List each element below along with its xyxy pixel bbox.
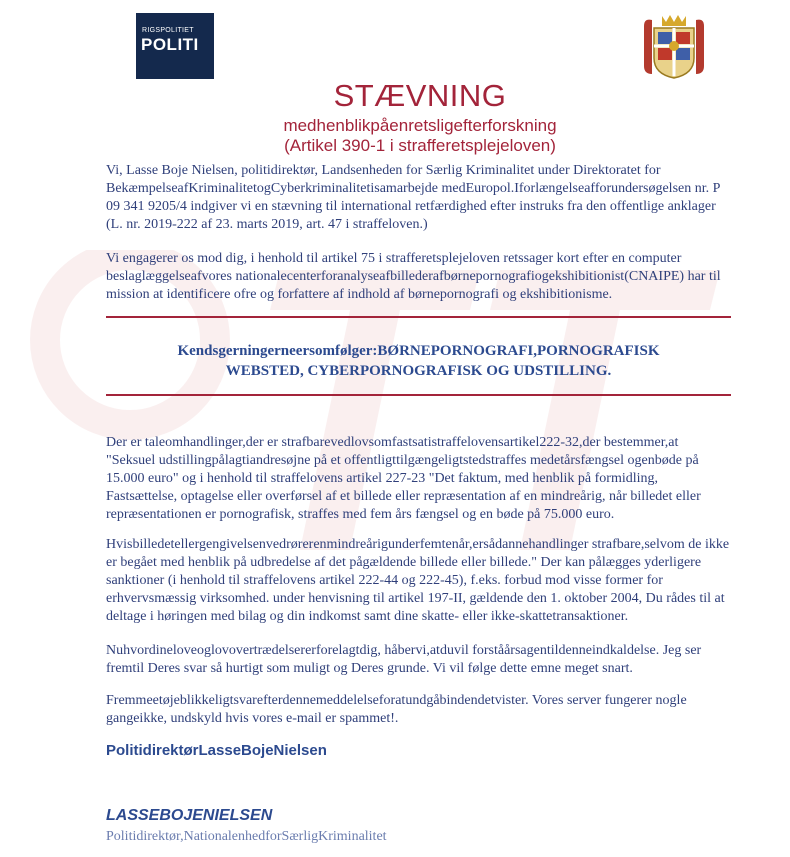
subtitle-line-2: (Artikel 390-1 i strafferetsplejeloven) [284,136,556,155]
document-subtitle [0,116,790,156]
offence-line-1: Kendsgerningerneersomfølger:BØRNEPORNOGRAFI,PORNOGRAFISK [177,343,660,359]
logo-small-text: RIGSPOLITIET [142,27,194,34]
paragraph-sanctions: Hvisbilledetellergengivelsenvedrørerenmindreårigunderfemtenår,ersådannehandlinger strafbare,selvom de ikke er begået med henblik på udbredelse af det pågældende billede eller billede." Der kan pålægges yderligere sanktioner (i henhold til straffelovens artikel 222-44 og 222-45), f.eks. forbud mod visse former for erhvervsmæssig virksomhed. under henvisning til artikel 197-II, gældende den 1. oktober 2004, Du rådes til at deltage i høringen med bilag og din indkomst samt dine skatte- eller ikke-skattetransaktioner. [106,537,730,624]
offence-heading [106,341,731,381]
coat-of-arms-icon [640,12,708,82]
paragraph-response: Nuhvordineloveoglovovertrædelsererforelagtdig, håbervi,atduvil forståårsagentildenneindkaldelse. Jeg ser fremtil Deres svar så hurtigt som muligt og Deres grunde. Vi vil følge dette emne meget snart. [106,643,702,676]
document-title: STÆVNING [333,78,507,113]
signature-role: Politidirektør,NationalenhedforSærligKriminalitet [106,829,387,844]
paragraph-urgent: Fremmeetøjeblikkeligtsvarefterdennemeddelelseforatundgåbindendetvister. Vores server fungerer nogle gangeikke, undskyld hvis vores e-mail er spammet!. [106,693,687,726]
signature-line: PolitidirektørLasseBojeNielsen [106,742,327,759]
paragraph-law: Der er taleomhandlinger,der er strafbarevedlovsomfastsatistraffelovensartikel222-32,der bestemmer,at "Seksuel udstillingpålagtiandresøjne på et offentligttilgængeligtstedstraffes medetårsfængsel ogenbøde på 15.000 euro" og i henhold til straffelovens artikel 227-23 "Det faktum, med henblik på formidling, Fastsættelse, optagelse eller overførsel af et billede eller repræsentation af en mindreårig, når billedet eller repræsentationen er pornografisk, straffes med fem års fængsel og en bøde på 75.000 euro. [106,435,701,522]
divider-bottom [106,394,731,396]
paragraph-cnaipe: Vi engagerer os mod dig, i henhold til artikel 75 i strafferetsplejeloven retssager kort efter en computer beslaglæggelseafvores nationalecenterforanalyseafbillederafbørnepornografiogekshibitionist(CNAIPE) har til mission at identificere ofre og forfattere af indhold af børnepornografi og ekshibitionisme. [106,251,721,302]
offence-line-2: WEBSTED, CYBERPORNOGRAFISK OG UDSTILLING. [225,363,612,379]
paragraph-intro: Vi, Lasse Boje Nielsen, politidirektør, Landsenheden for Særlig Kriminalitet under Direktoratet for BekæmpelseafKriminalitetogCyberkriminalitetisamarbejde medEuropol.Iforlængelseafforundersøgelsen nr. P 09 341 9205/4 indgiver vi en stævning til international retfærdighed efter instruks fra den offentlige anklager (L. nr. 2019-222 af 23. marts 2019, art. 47 i straffeloven.) [106,163,720,232]
divider-top [106,316,731,318]
signature-name: LASSEBOJENIELSEN [106,807,273,824]
logo-big-text: POLITI [141,35,199,54]
politi-logo [136,13,214,79]
subtitle-line-1: medhenblikpåenretsligefterforskning [283,116,557,135]
